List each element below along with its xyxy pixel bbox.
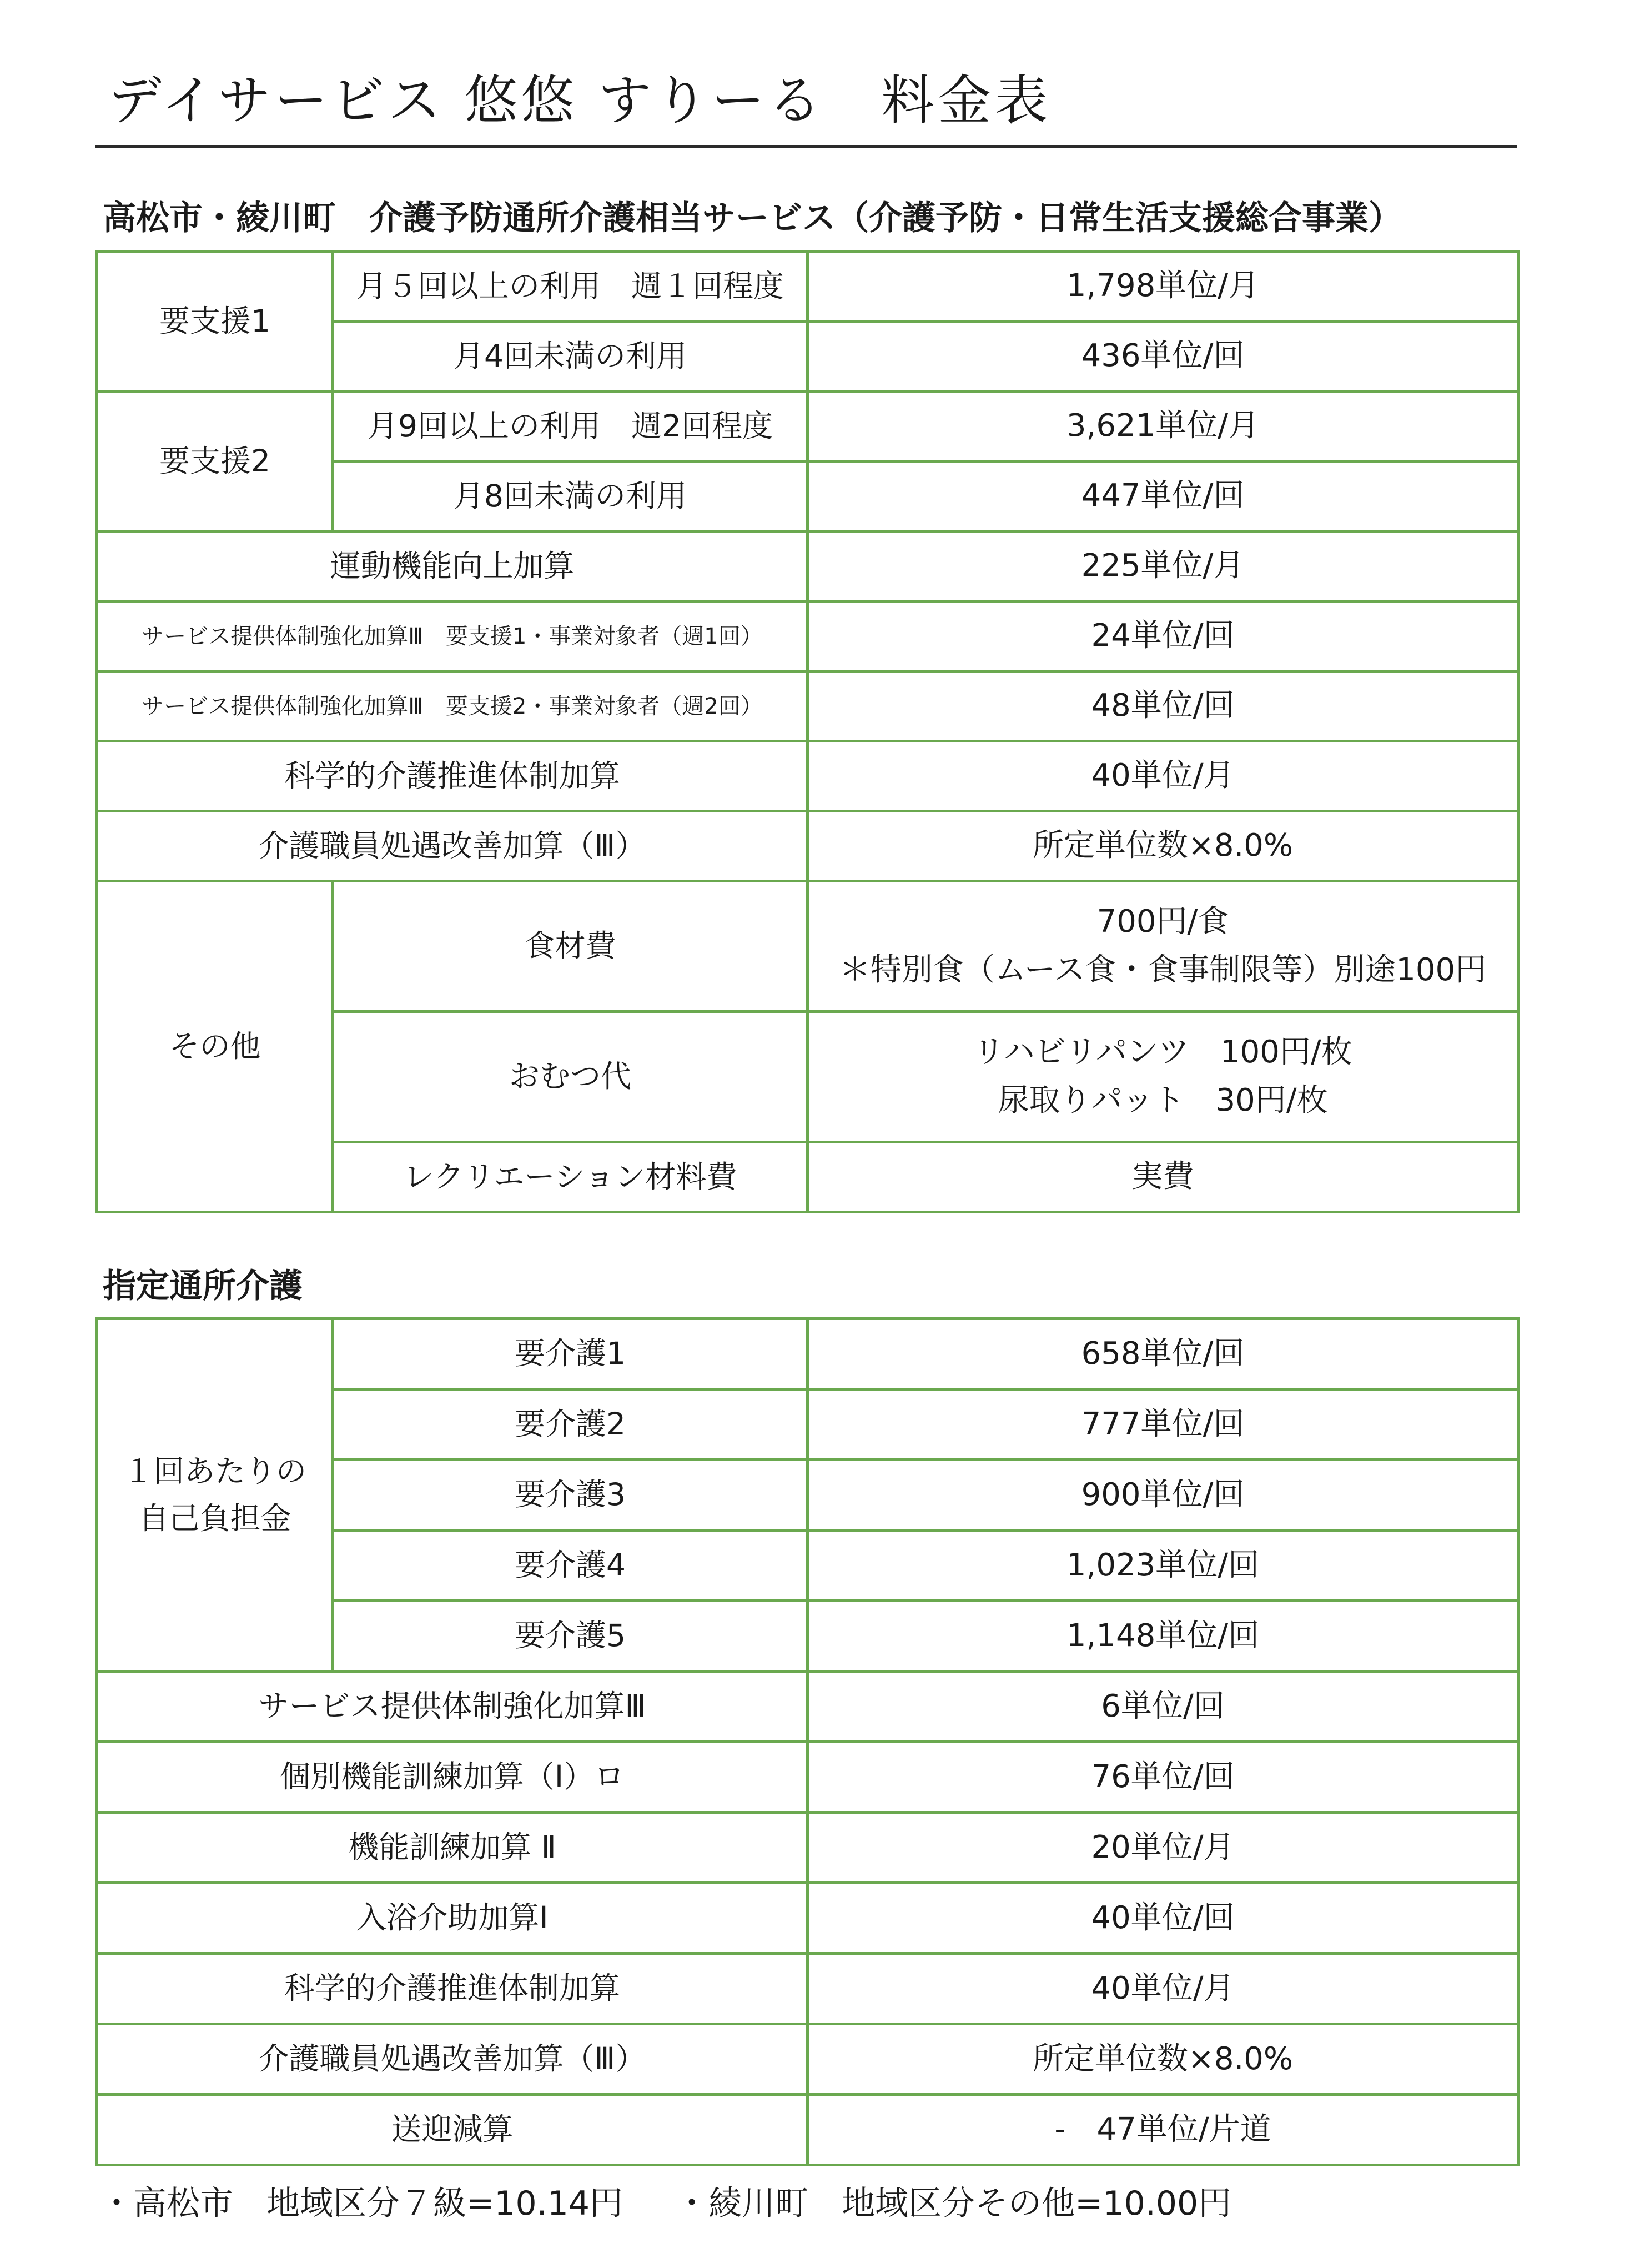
care-addition-value-1: 6単位/回 [808, 1672, 1518, 1742]
support2-condition-2: 月8回未満の利用 [333, 461, 808, 531]
care-addition-label-3: 機能訓練加算 Ⅱ [97, 1813, 808, 1883]
care-addition-label-4: 入浴介助加算Ⅰ [97, 1883, 808, 1954]
addition-label-1: 運動機能向上加算 [97, 531, 808, 601]
care-addition-label-6: 介護職員処遇改善加算（Ⅲ） [97, 2024, 808, 2095]
support1-condition-1: 月５回以上の利用 週１回程度 [333, 252, 808, 322]
table-row [97, 671, 1518, 741]
addition-value-1: 225単位/月 [808, 531, 1518, 601]
table-row [97, 2095, 1518, 2165]
support2-label: 要支援2 [97, 392, 333, 531]
other-item-diaper: おむつ代 [333, 1012, 808, 1142]
support1-label: 要支援1 [97, 252, 333, 392]
care-addition-value-5: 40単位/月 [808, 1954, 1518, 2024]
table-row [97, 1319, 1518, 1389]
ayagawa-rate-note: ・綾川町 地域区分その他=10.00円 [675, 2184, 1232, 2223]
care-level-3: 要介護3 [333, 1460, 808, 1531]
care-addition-label-2: 個別機能訓練加算（Ⅰ）ロ [97, 1742, 808, 1813]
addition-label-3: サービス提供体制強化加算Ⅲ 要支援2・事業対象者（週2回） [97, 671, 808, 741]
addition-value-4: 40単位/月 [808, 741, 1518, 811]
addition-label-2: サービス提供体制強化加算Ⅲ 要支援1・事業対象者（週1回） [97, 601, 808, 671]
support2-value-1: 3,621単位/月 [808, 392, 1518, 461]
table-row [97, 531, 1518, 601]
table-row [97, 881, 1518, 1012]
preventive-care-table [95, 250, 1520, 1213]
support1-value-1: 1,798単位/月 [808, 252, 1518, 322]
addition-value-2: 24単位/回 [808, 601, 1518, 671]
care-level-1-value: 658単位/回 [808, 1319, 1518, 1389]
care-addition-value-2: 76単位/回 [808, 1742, 1518, 1813]
rehab-pants-price: リハビリパンツ 100円/枚 [973, 1034, 1352, 1071]
section2-heading: 指定通所介護 [103, 1267, 303, 1306]
addition-value-3: 48単位/回 [808, 671, 1518, 741]
care-level-2: 要介護2 [333, 1389, 808, 1460]
care-level-4: 要介護4 [333, 1531, 808, 1601]
care-level-2-value: 777単位/回 [808, 1389, 1518, 1460]
other-label: その他 [97, 881, 333, 1212]
support1-condition-2: 月4回未満の利用 [333, 322, 808, 392]
table-row [97, 1883, 1518, 1954]
addition-label-4: 科学的介護推進体制加算 [97, 741, 808, 811]
regional-rate-notes [100, 2177, 1231, 2225]
urine-pad-price: 尿取りパット 30円/枚 [998, 1082, 1328, 1118]
self-pay-group-label [97, 1319, 333, 1672]
other-value-recreation: 実費 [808, 1142, 1518, 1212]
support2-condition-1: 月9回以上の利用 週2回程度 [333, 392, 808, 461]
other-item-food: 食材費 [333, 881, 808, 1012]
table-row [97, 1742, 1518, 1813]
table-row [97, 1672, 1518, 1742]
support1-value-2: 436単位/回 [808, 322, 1518, 392]
day-care-table [95, 1317, 1520, 2166]
food-price: 700円/食 [1096, 904, 1229, 940]
table-row [97, 392, 1518, 461]
care-level-1: 要介護1 [333, 1319, 808, 1389]
care-level-4-value: 1,023単位/回 [808, 1531, 1518, 1601]
table-row [97, 601, 1518, 671]
self-pay-label-line2: 自己負担金 [138, 1501, 291, 1536]
support2-value-2: 447単位/回 [808, 461, 1518, 531]
page-title: デイサービス 悠悠 すりーる 料金表 [108, 69, 1052, 132]
table-row [97, 1954, 1518, 2024]
care-level-3-value: 900単位/回 [808, 1460, 1518, 1531]
care-addition-label-7: 送迎減算 [97, 2095, 808, 2165]
care-addition-value-6: 所定単位数×8.0% [808, 2024, 1518, 2095]
other-value-food [808, 881, 1518, 1012]
care-addition-label-5: 科学的介護推進体制加算 [97, 1954, 808, 2024]
addition-value-5: 所定単位数×8.0% [808, 811, 1518, 881]
table-row [97, 1813, 1518, 1883]
self-pay-label-line1: １回あたりの [123, 1453, 306, 1489]
table-row [97, 741, 1518, 811]
special-meal-note: ＊特別食（ムース食・食事制限等）別途100円 [839, 952, 1487, 988]
title-underline [95, 145, 1517, 148]
table-row [97, 811, 1518, 881]
care-addition-value-7: - 47単位/片道 [808, 2095, 1518, 2165]
care-level-5-value: 1,148単位/回 [808, 1601, 1518, 1672]
table-row [97, 252, 1518, 322]
takamatsu-rate-note: ・高松市 地域区分７級=10.14円 [100, 2184, 623, 2223]
section1-heading: 高松市・綾川町 介護予防通所介護相当サービス（介護予防・日常生活支援総合事業） [103, 199, 1402, 238]
care-addition-value-4: 40単位/回 [808, 1883, 1518, 1954]
addition-label-5: 介護職員処遇改善加算（Ⅲ） [97, 811, 808, 881]
table-row [97, 2024, 1518, 2095]
other-value-diaper [808, 1012, 1518, 1142]
care-addition-value-3: 20単位/月 [808, 1813, 1518, 1883]
other-item-recreation: レクリエーション材料費 [333, 1142, 808, 1212]
care-addition-label-1: サービス提供体制強化加算Ⅲ [97, 1672, 808, 1742]
care-level-5: 要介護5 [333, 1601, 808, 1672]
